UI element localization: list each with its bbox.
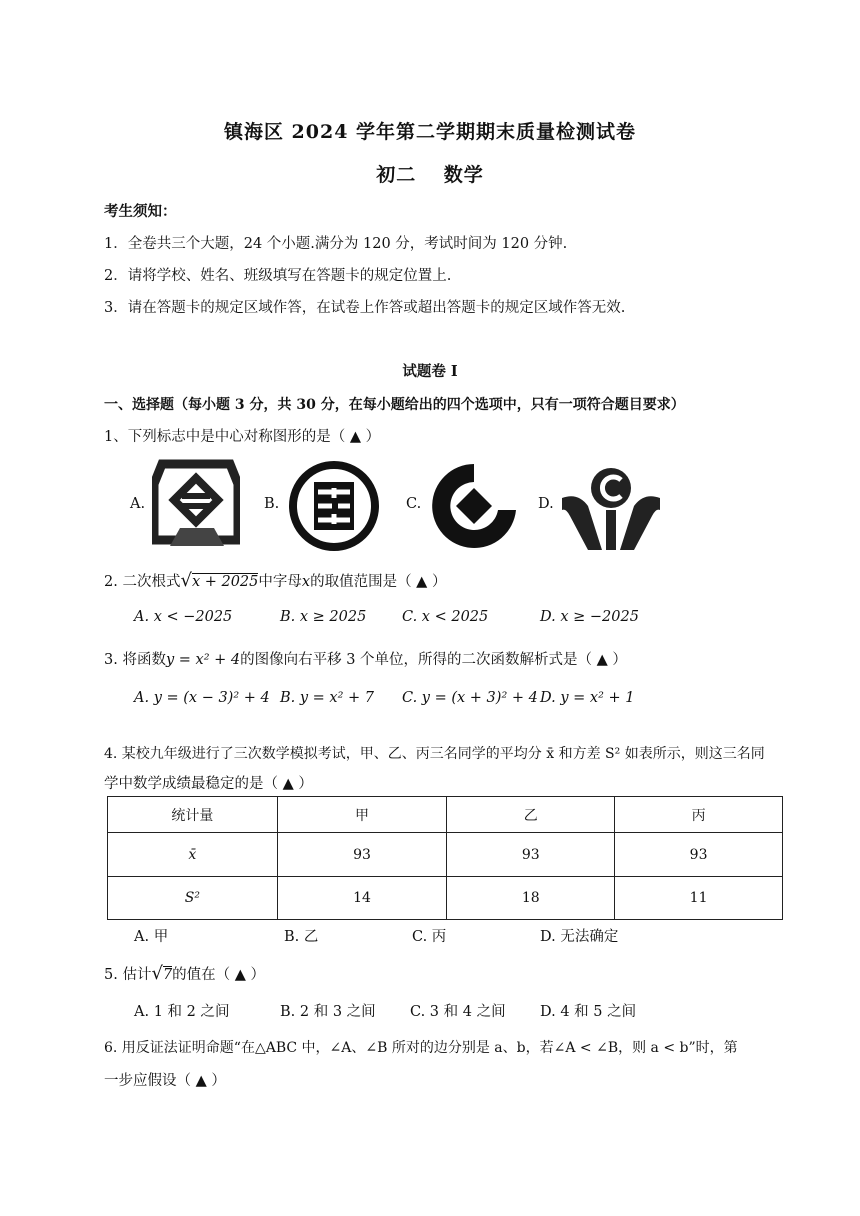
q4-option-a: A. 甲 xyxy=(134,929,169,945)
q3-text-post: 的图像向右平移 3 个单位，所得的二次函数解析式是（ ▲ ） xyxy=(240,652,627,668)
radical-sign-icon: √ xyxy=(151,963,163,984)
q2-text-post2: 的取值范围是（ ▲ ） xyxy=(310,574,447,590)
q1-option-c-label: C. xyxy=(406,496,422,512)
q2-var: x xyxy=(301,574,311,590)
q5-radicand: 7 xyxy=(162,967,173,983)
table-cell: 18 xyxy=(447,877,615,920)
question-6-line-1: 6. 用反证法证明命题“在△ABC 中，∠A、∠B 所对的边分别是 a、b，若∠A < ∠B，则 a < b”时，第 xyxy=(104,1040,738,1056)
q5-option-c: C. 3 和 4 之间 xyxy=(410,1004,506,1020)
q5-option-b: B. 2 和 3 之间 xyxy=(280,1004,376,1020)
table-cell: 93 xyxy=(447,833,615,877)
q2-option-b: B. x ≥ 2025 xyxy=(280,609,367,625)
notice-item-2: 2．请将学校、姓名、班级填写在答题卡的规定位置上. xyxy=(104,268,452,284)
q2-radicand: x + 2025 xyxy=(191,574,259,590)
q4-option-c: C. 丙 xyxy=(412,929,447,945)
question-5-stem xyxy=(104,963,265,984)
q2-text-pre: 2. 二次根式 xyxy=(104,574,181,590)
table-cell: S² xyxy=(108,877,278,920)
q5-option-a: A. 1 和 2 之间 xyxy=(134,1004,230,1020)
ccb-logo xyxy=(428,458,520,552)
q2-option-c: C. x < 2025 xyxy=(402,609,489,625)
exam-subtitle: 初二 数学 xyxy=(376,164,484,186)
table-cell: x̄ xyxy=(108,833,278,877)
notice-item-1: 1．全卷共三个大题，24 个小题.满分为 120 分，考试时间为 120 分钟. xyxy=(104,236,568,252)
question-2-stem xyxy=(104,570,446,591)
q4-option-b: B. 乙 xyxy=(284,929,319,945)
question-1-stem: 1、下列标志中是中心对称图形的是（ ▲ ） xyxy=(104,429,381,445)
q2-option-d: D. x ≥ −2025 xyxy=(540,609,639,625)
question-6-line-2: 一步应假设（ ▲ ） xyxy=(104,1073,226,1089)
q3-option-a: A. y = (x − 3)² + 4 xyxy=(134,690,270,706)
notice-heading: 考生须知： xyxy=(104,203,177,220)
radical-sign-icon: √ xyxy=(180,570,192,591)
table-header-row xyxy=(108,797,783,833)
table-cell: 11 xyxy=(615,877,783,920)
diamond-knot-logo xyxy=(152,456,240,552)
q5-text-post: 的值在（ ▲ ） xyxy=(172,967,266,983)
icbc-logo xyxy=(288,460,380,552)
q2-text-post: 中字母 xyxy=(258,574,302,590)
question-4-line-2: 学中数学成绩最稳定的是（ ▲ ） xyxy=(104,776,313,792)
q4-option-d: D. 无法确定 xyxy=(540,929,619,945)
notice-item-3: 3．请在答题卡的规定区域作答，在试卷上作答或超出答题卡的规定区域作答无效. xyxy=(104,300,626,316)
q3-func: y = x² + 4 xyxy=(165,652,241,668)
q3-option-d: D. y = x² + 1 xyxy=(540,690,635,706)
section-heading: 一、选择题（每小题 3 分，共 30 分，在每小题给出的四个选项中，只有一项符合题目要求） xyxy=(104,397,685,413)
q5-option-d: D. 4 和 5 之间 xyxy=(540,1004,637,1020)
table-row xyxy=(108,877,783,920)
table-header-cell: 甲 xyxy=(277,797,447,833)
volume-title: 试题卷 I xyxy=(402,363,458,380)
q3-option-b: B. y = x² + 7 xyxy=(280,690,375,706)
table-cell: 93 xyxy=(277,833,447,877)
q1-option-a-label: A. xyxy=(130,496,146,512)
question-4-line-1: 4. 某校九年级进行了三次数学模拟考试，甲、乙、丙三名同学的平均分 x̄ 和方差 S² 如表所示，则这三名同 xyxy=(104,746,765,762)
q3-text-pre: 3. 将函数 xyxy=(104,652,166,668)
q3-option-c: C. y = (x + 3)² + 4 xyxy=(402,690,538,706)
table-cell: 93 xyxy=(615,833,783,877)
table-header-cell: 丙 xyxy=(615,797,783,833)
table-header-cell: 乙 xyxy=(447,797,615,833)
q1-option-b-label: B. xyxy=(264,496,280,512)
exam-title: 镇海区 2024 学年第二学期期末质量检测试卷 xyxy=(223,121,637,143)
table-header-cell: 统计量 xyxy=(108,797,278,833)
q1-option-d-label: D. xyxy=(538,496,554,512)
table-row xyxy=(108,833,783,877)
table-cell: 14 xyxy=(277,877,447,920)
question-3-stem xyxy=(104,648,627,669)
q2-option-a: A. x < −2025 xyxy=(134,609,233,625)
q5-text-pre: 5. 估计 xyxy=(104,967,152,983)
abc-bank-logo xyxy=(558,458,664,554)
statistics-table xyxy=(107,796,783,920)
